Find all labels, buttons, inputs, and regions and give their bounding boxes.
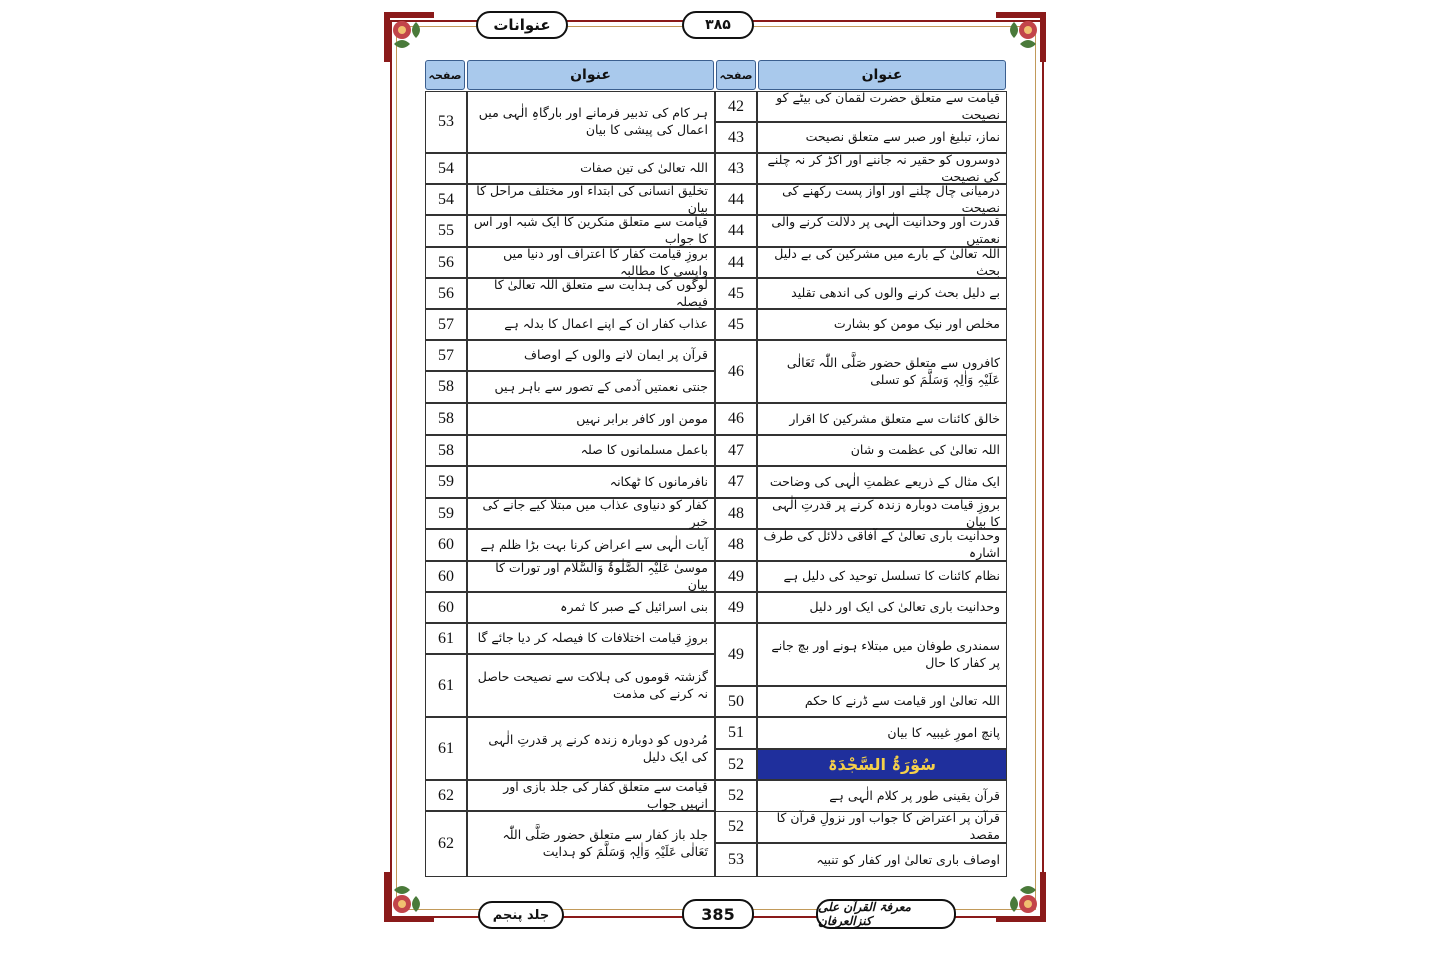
header-page-number: ۳۸۵ xyxy=(682,11,754,39)
left-page-number: 60 xyxy=(425,561,467,592)
left-topic-entry xyxy=(467,309,715,340)
topic-text: موسیٰ عَلَیْہِ الصَّلٰوۃُ وَالسَّلَام اور تورات کا بیان xyxy=(495,559,708,592)
left-page-column-header: صفحہ xyxy=(425,60,465,90)
contents-table xyxy=(425,60,1007,877)
right-page-number: 48 xyxy=(715,498,757,529)
right-topic-entry xyxy=(757,592,1007,623)
topic-text: گزشتہ قوموں کی ہلاکت سے نصیحت حاصل نہ کرنے کی مذمت xyxy=(477,668,708,701)
topic-text: اللہ تعالیٰ اور قیامت سے ڈرنے کا حکم xyxy=(804,693,1000,709)
right-topic-entry xyxy=(757,278,1007,309)
left-page-number: 61 xyxy=(425,717,467,780)
topic-text: خالق کائنات سے متعلق مشرکین کا اقرار xyxy=(789,410,1000,426)
left-topic-entry xyxy=(467,811,715,877)
left-topic-entry xyxy=(467,466,715,498)
right-page-number: 49 xyxy=(715,592,757,623)
left-page-number: 54 xyxy=(425,153,467,184)
topic-text: ایک مثال کے ذریعے عظمتِ الٰہی کی وضاحت xyxy=(769,473,1000,489)
right-page-number: 45 xyxy=(715,309,757,340)
right-page-number: 47 xyxy=(715,466,757,498)
right-page-number: 45 xyxy=(715,278,757,309)
left-topic-column-header: عنوان xyxy=(467,60,714,90)
topic-text: وحدانیت باری تعالیٰ کی ایک اور دلیل xyxy=(809,599,1000,615)
left-topic-entry xyxy=(467,498,715,529)
right-page-number: 47 xyxy=(715,435,757,466)
floral-corner-ornament-icon xyxy=(380,8,438,66)
topic-text: قیامت سے متعلق کفار کی جلد بازی اور انہیں جواب xyxy=(503,778,708,811)
right-topic-entry xyxy=(757,466,1007,498)
topic-text: اللہ تعالیٰ کے بارے میں مشرکین کی بے دلیل بحث xyxy=(774,245,1000,278)
topic-text: قدرت اور وحدانیت الٰہی پر دلالت کرنے والی نعمتیں xyxy=(771,214,1000,246)
topic-text: باعمل مسلمانوں کا صلہ xyxy=(580,442,708,458)
right-topic-entry xyxy=(757,529,1007,561)
left-topic-entry xyxy=(467,215,715,247)
topic-text: نظام کائنات کا تسلسل توحید کی دلیل ہے xyxy=(783,568,1000,584)
right-topic-entry xyxy=(757,717,1007,749)
right-page-column-header: صفحہ xyxy=(716,60,756,90)
topic-text: اوصاف باری تعالیٰ اور کفار کو تنبیہ xyxy=(816,851,1000,867)
topic-text: لوگوں کی ہدایت سے متعلق اللہ تعالیٰ کا فیصلہ xyxy=(493,276,708,309)
topic-text: جنتی نعمتیں آدمی کے تصور سے باہر ہیں xyxy=(494,378,708,394)
topic-text: قرآن پر اعتراض کا جواب اور نزولِ قرآن کا مقصد xyxy=(776,810,1000,842)
right-topic-entry xyxy=(757,403,1007,435)
left-topic-entry xyxy=(467,435,715,466)
right-topic-entry xyxy=(757,91,1007,122)
right-topic-entry xyxy=(757,623,1007,686)
right-page-number: 52 xyxy=(715,811,757,843)
floral-corner-ornament-icon xyxy=(992,8,1050,66)
topic-text: دوسروں کو حقیر نہ جاننے اور اکڑ کر نہ چلنے کی نصیحت xyxy=(767,151,1000,184)
left-topic-entry xyxy=(467,91,715,153)
right-topic-column-header: عنوان xyxy=(758,60,1006,90)
left-topic-entry xyxy=(467,184,715,215)
left-topic-entry xyxy=(467,780,715,811)
right-topic-entry xyxy=(757,184,1007,215)
topic-text: وحدانیت باری تعالیٰ کے آفاقی دلائل کی طرف اشارہ xyxy=(763,528,1000,560)
topic-text: آیات الٰہی سے اعراض کرنا بہت بڑا ظلم ہے xyxy=(480,536,708,552)
right-topic-entry xyxy=(757,811,1007,843)
left-page-number: 62 xyxy=(425,780,467,811)
left-topic-entry xyxy=(467,278,715,309)
left-topic-entry xyxy=(467,717,715,780)
left-topic-entry xyxy=(467,529,715,561)
left-page-number: 59 xyxy=(425,466,467,498)
topic-text: قرآن پر ایمان لانے والوں کے اوصاف xyxy=(524,347,708,363)
footer-volume: جلد پنجم xyxy=(478,901,564,929)
left-page-number: 61 xyxy=(425,654,467,717)
topic-text: اللہ تعالیٰ کی عظمت و شان xyxy=(850,442,1000,458)
left-page-number: 56 xyxy=(425,247,467,278)
left-page-number: 60 xyxy=(425,529,467,561)
left-topic-entry xyxy=(467,153,715,184)
topic-text: قیامت سے متعلق منکرین کا ایک شبہ اور اس کا جواب xyxy=(473,214,708,246)
right-page-number: 44 xyxy=(715,184,757,215)
left-page-number: 58 xyxy=(425,371,467,403)
topic-text: مومن اور کافر برابر نہیں xyxy=(576,410,708,426)
left-topic-entry xyxy=(467,371,715,403)
right-page-number: 46 xyxy=(715,340,757,403)
left-page-number: 62 xyxy=(425,811,467,877)
right-topic-entry xyxy=(757,153,1007,184)
topic-text: عذاب کفار ان کے اپنے اعمال کا بدلہ ہے xyxy=(504,316,708,332)
topic-text: مخلص اور نیک مومن کو بشارت xyxy=(833,316,1000,332)
topic-text: سمندری طوفان میں مبتلاء ہونے اور بچ جانے پر کفار کا حال xyxy=(771,637,1000,670)
left-page-number: 53 xyxy=(425,91,467,153)
right-topic-entry xyxy=(757,498,1007,529)
topic-text: ہر کام کی تدبیر فرمانے اور بارگاہِ الٰہی میں اعمال کی پیشی کا بیان xyxy=(478,105,708,137)
right-topic-entry xyxy=(757,780,1007,812)
topic-text: بنی اسرائیل کے صبر کا ثمرہ xyxy=(560,599,708,615)
footer-book-title: معرفۃ القرآن علی کنزالعرفان xyxy=(816,899,956,929)
right-page-number: 50 xyxy=(715,686,757,717)
right-page-number: 43 xyxy=(715,153,757,184)
left-page-number: 57 xyxy=(425,340,467,371)
topic-text: بروزِ قیامت اختلافات کا فیصلہ کر دیا جائے گا xyxy=(477,630,708,646)
left-topic-entry xyxy=(467,340,715,371)
left-page-number: 60 xyxy=(425,592,467,623)
footer-page-number: 385 xyxy=(682,899,754,929)
right-topic-entry xyxy=(757,686,1007,717)
topic-text: نماز، تبلیغ اور صبر سے متعلق نصیحت xyxy=(805,129,1000,145)
left-topic-entry xyxy=(467,247,715,278)
right-topic-entry xyxy=(757,247,1007,278)
right-page-number: 49 xyxy=(715,623,757,686)
surah-heading-banner: سُوْرَۃُ السَّجْدَۃ xyxy=(757,749,1007,780)
right-page-number: 43 xyxy=(715,122,757,153)
right-page-number: 49 xyxy=(715,561,757,592)
header-title: عنوانات xyxy=(476,11,568,39)
left-page-number: 56 xyxy=(425,278,467,309)
topic-text: پانچ امورِ غیبیہ کا بیان xyxy=(887,724,1000,740)
topic-text: جلد باز کفار سے متعلق حضور صَلَّی اللّٰہ تَعَالٰی عَلَیْہِ وَاٰلِہٖ وَسَلَّمَ کو ہدایت xyxy=(502,827,708,859)
right-topic-entry xyxy=(757,435,1007,466)
left-page-number: 58 xyxy=(425,435,467,466)
right-page-number: 53 xyxy=(715,843,757,877)
topic-text: درمیانی چال چلنے اور آواز پست رکھنے کی نصیحت xyxy=(782,182,1000,215)
right-page-number: 46 xyxy=(715,403,757,435)
right-topic-entry xyxy=(757,561,1007,592)
topic-text: نافرمانوں کا ٹھکانہ xyxy=(609,473,708,489)
right-page-number: 52 xyxy=(715,749,757,780)
right-topic-entry xyxy=(757,843,1007,877)
right-page-number: 48 xyxy=(715,529,757,561)
right-page-number: 44 xyxy=(715,247,757,278)
topic-text: بروزِ قیامت دوبارہ زندہ کرنے پر قدرتِ الٰہی کا بیان xyxy=(772,496,1000,529)
left-page-number: 54 xyxy=(425,184,467,215)
topic-text: قرآن یقینی طور پر کلام الٰہی ہے xyxy=(829,787,1000,803)
topic-text: تخلیق انسانی کی ابتداء اور مختلف مراحل کا بیان xyxy=(476,182,708,215)
topic-text: بے دلیل بحث کرنے والوں کی اندھی تقلید xyxy=(791,285,1000,301)
left-page-number: 55 xyxy=(425,215,467,247)
right-topic-entry xyxy=(757,122,1007,153)
topic-text: اللہ تعالیٰ کی تین صفات xyxy=(580,160,708,176)
right-page-number: 51 xyxy=(715,717,757,749)
left-page-number: 61 xyxy=(425,623,467,654)
topic-text: قیامت سے متعلق حضرت لقمان کی بیٹے کو نصیحت xyxy=(776,89,1000,122)
right-topic-entry xyxy=(757,309,1007,340)
left-topic-entry xyxy=(467,623,715,654)
right-page-number: 52 xyxy=(715,780,757,812)
left-topic-entry xyxy=(467,592,715,623)
topic-text: بروزِ قیامت کفار کا اعتراف اور دنیا میں واپسی کا مطالبہ xyxy=(503,245,708,278)
right-page-number: 44 xyxy=(715,215,757,247)
topic-text: کافروں سے متعلق حضور صَلَّی اللّٰہ تَعَالٰی عَلَیْہِ وَاٰلِہٖ وَسَلَّمَ کو تسلی xyxy=(786,354,1000,387)
left-topic-entry xyxy=(467,561,715,592)
left-topic-entry xyxy=(467,654,715,717)
left-topic-entry xyxy=(467,403,715,435)
right-topic-entry xyxy=(757,215,1007,247)
topic-text: مُردوں کو دوبارہ زندہ کرنے پر قدرتِ الٰہی کی ایک دلیل xyxy=(488,731,708,764)
left-page-number: 59 xyxy=(425,498,467,529)
topic-text: کفار کو دنیاوی عذاب میں مبتلا کیے جانے کی خبر xyxy=(482,496,708,529)
left-page-number: 57 xyxy=(425,309,467,340)
right-topic-entry xyxy=(757,340,1007,403)
left-page-number: 58 xyxy=(425,403,467,435)
right-page-number: 42 xyxy=(715,91,757,122)
